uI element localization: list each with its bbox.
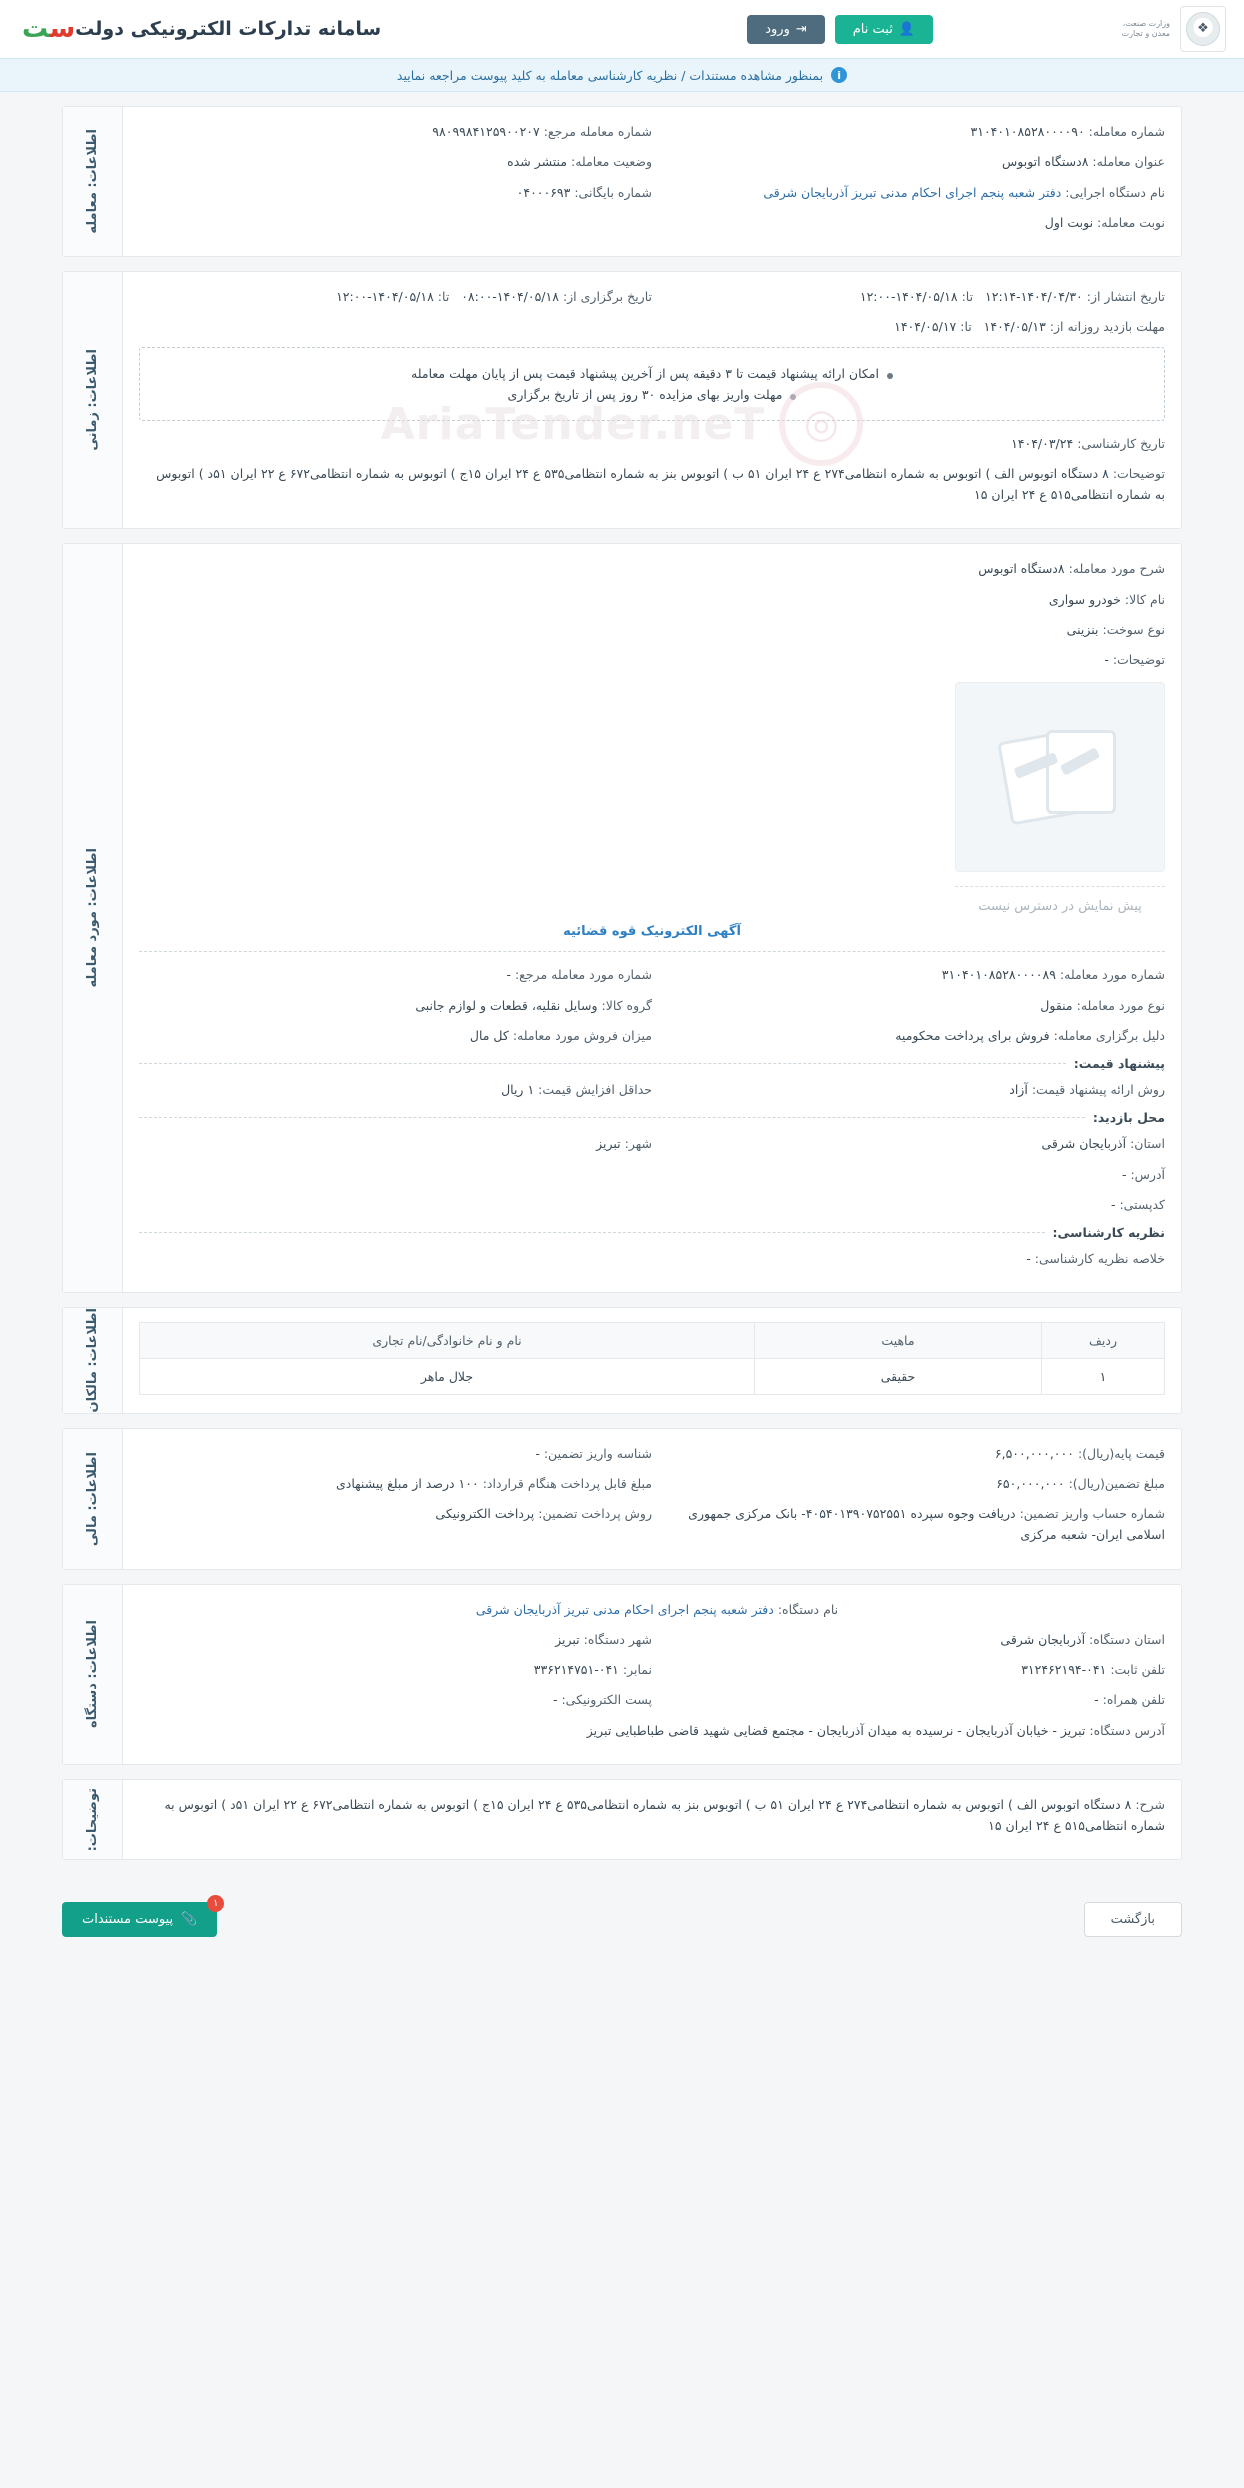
deal-executor bbox=[652, 182, 1165, 203]
time-note-1 bbox=[154, 366, 1150, 381]
fin-row-1 bbox=[139, 1443, 1165, 1464]
agency-address bbox=[139, 1720, 1165, 1741]
subject-row-5 bbox=[139, 964, 1165, 985]
info-icon: i bbox=[831, 67, 847, 83]
deal-number bbox=[652, 121, 1165, 142]
section-agency-label bbox=[63, 1585, 123, 1764]
owners-col-nature: ماهیت bbox=[755, 1323, 1042, 1359]
agency-province-value: آذربایجان شرقی bbox=[1000, 1631, 1086, 1647]
deal-row-2 bbox=[139, 151, 1165, 172]
owners-table bbox=[139, 1322, 1165, 1395]
subject-reason-value: فروش برای پرداخت محکومیه bbox=[895, 1027, 1050, 1043]
subject-row-12 bbox=[139, 1248, 1165, 1269]
deal-row-1 bbox=[139, 121, 1165, 142]
subject-ref-number-label: شماره مورد معامله مرجع: bbox=[514, 967, 652, 983]
section-owners-label-text: اطلاعات: مالکان bbox=[85, 1308, 100, 1413]
time-note-1-text: امکان ارائه پیشنهاد قیمت تا ۳ دقیقه پس از آخرین پیشنهاد قیمت پس از پایان مهلت معامله bbox=[411, 365, 879, 381]
expert-date bbox=[139, 433, 1165, 454]
subject-row-10 bbox=[139, 1164, 1165, 1185]
agency-fax bbox=[139, 1659, 652, 1680]
section-owners-label bbox=[63, 1308, 123, 1412]
expert-date-value: ۱۴۰۴/۰۳/۲۴ bbox=[1011, 435, 1074, 451]
expert-summary-label: خلاصه نظریه کارشناسی: bbox=[1034, 1251, 1165, 1266]
agency-mobile-label: تلفن همراه: bbox=[1102, 1692, 1165, 1708]
attachments-label: پیوست مستندات bbox=[82, 1912, 174, 1928]
time-note-2-text: مهلت واریز بهای مزایده ۳۰ روز پس از تاریخ برگزاری bbox=[507, 386, 783, 402]
site-title: سامانه تدارکات الکترونیکی دولت bbox=[75, 18, 382, 40]
min-increase-label: حداقل افزایش قیمت: bbox=[538, 1082, 652, 1097]
setad-logo-icon: ست bbox=[22, 14, 76, 44]
deal-bank-number-value: ۰۴۰۰۰۶۹۳ bbox=[516, 184, 571, 200]
section-notes-label-text: توضیحات: bbox=[85, 1788, 100, 1852]
visit-address-value: - bbox=[1121, 1166, 1127, 1182]
offer-method-label: روش ارائه پیشنهاد قیمت: bbox=[1031, 1082, 1165, 1097]
preview-placeholder bbox=[955, 682, 1165, 914]
payable-on-contract bbox=[139, 1473, 652, 1494]
subject-row-11 bbox=[139, 1194, 1165, 1215]
base-price-label: قیمت پایه(ریال): bbox=[1077, 1445, 1165, 1461]
section-agency-body bbox=[123, 1585, 1181, 1764]
publish-range bbox=[652, 286, 1165, 307]
subject-row-4 bbox=[139, 649, 1165, 670]
paperclip-icon: 📎 bbox=[181, 1912, 198, 1928]
section-time-info bbox=[62, 271, 1182, 529]
deal-bank-number bbox=[139, 182, 652, 203]
owner-name: جلال ماهر bbox=[140, 1359, 755, 1395]
guarantee-account bbox=[652, 1503, 1165, 1546]
payment-method bbox=[139, 1503, 652, 1546]
subject-sale-ratio-label: میزان فروش مورد معامله: bbox=[512, 1027, 652, 1043]
payable-value: ۱۰۰ درصد از مبلغ پیشنهادی bbox=[336, 1475, 479, 1491]
agency-city bbox=[139, 1629, 652, 1650]
visit-title bbox=[139, 1110, 1165, 1125]
subject-desc-label: شرح مورد معامله: bbox=[1068, 561, 1165, 577]
subject-fuel-label: نوع سوخت: bbox=[1102, 621, 1165, 637]
publish-to-value: ۱۴۰۴/۰۵/۱۸-۱۲:۰۰ bbox=[859, 289, 958, 304]
price-offer-rule bbox=[139, 1063, 1066, 1064]
deal-title-value: ۸دستگاه اتوبوس bbox=[1002, 154, 1089, 170]
section-owners-info bbox=[62, 1307, 1182, 1413]
visit-province-label: استان: bbox=[1130, 1136, 1165, 1152]
attachments-count-badge: ۱ bbox=[207, 1895, 224, 1912]
hold-from-label: تاریخ برگزاری از: bbox=[562, 289, 652, 304]
publish-to-label: تا: bbox=[961, 289, 974, 304]
subject-type-label: نوع مورد معامله: bbox=[1076, 997, 1165, 1013]
base-price bbox=[652, 1443, 1165, 1464]
guarantee-id-label: شناسه واریز تضمین: bbox=[543, 1445, 652, 1461]
visit-deadline-label: مهلت بازدید روزانه از: bbox=[1049, 319, 1165, 335]
offer-method bbox=[652, 1079, 1165, 1100]
notes-desc-label: شرح: bbox=[1135, 1796, 1165, 1812]
login-button[interactable] bbox=[747, 15, 825, 44]
subject-goods-name-label: نام کالا: bbox=[1124, 591, 1165, 607]
subject-goods-group-value: وسایل نقلیه، قطعات و لوازم جانبی bbox=[415, 997, 598, 1013]
deal-ref-number-label: شماره معامله مرجع: bbox=[543, 124, 652, 139]
subject-row-8 bbox=[139, 1079, 1165, 1100]
subject-type bbox=[652, 995, 1165, 1016]
agency-mobile-value: - bbox=[1094, 1692, 1099, 1708]
deal-status-value: منتشر شده bbox=[507, 154, 568, 170]
hold-from-value: ۱۴۰۴/۰۵/۱۸-۰۸:۰۰ bbox=[461, 289, 559, 304]
guarantee-account-label: شماره حساب واریز تضمین: bbox=[1019, 1506, 1165, 1522]
visit-rule bbox=[139, 1117, 1085, 1118]
min-increase-value: ۱ ریال bbox=[501, 1082, 535, 1097]
subject-reason bbox=[652, 1025, 1165, 1046]
section-financial-info bbox=[62, 1428, 1182, 1570]
subject-row-2 bbox=[139, 589, 1165, 610]
section-deal-label bbox=[63, 107, 123, 256]
guarantee-amount bbox=[652, 1473, 1165, 1494]
notes-desc bbox=[139, 1794, 1165, 1837]
section-notes-body bbox=[123, 1780, 1181, 1860]
subject-notes bbox=[139, 649, 1165, 670]
notes-row-1 bbox=[139, 1794, 1165, 1837]
notes-desc-value: ۸ دستگاه اتوبوس الف ) اتوبوس به شماره انتظامی۲۷۴ ع ۲۴ ایران ۵۱ ب ) اتوبوس بنز به شماره انتظامی۵۳۵ ع ۲۴ ایران ۱۵ج ) اتوبوس به شماره انتظامی۶۷۲ ع ۲۲ ایران ۵۱د ) اتوبوس به شماره انتظامی۵۱۵ ع ۲۴ ایران ۱۵ bbox=[164, 1796, 1165, 1834]
subject-fuel bbox=[139, 619, 1165, 640]
register-button[interactable] bbox=[835, 15, 933, 44]
guarantee-id bbox=[139, 1443, 652, 1464]
deal-turn-label: نوبت معامله: bbox=[1097, 214, 1165, 230]
expert-title bbox=[139, 1225, 1165, 1240]
visit-deadline-to: ۱۴۰۴/۰۵/۱۷ bbox=[894, 319, 957, 335]
subject-row-3 bbox=[139, 619, 1165, 640]
deal-turn-value: نوبت اول bbox=[1044, 214, 1094, 230]
section-subject-body bbox=[123, 544, 1181, 1292]
deal-title bbox=[652, 151, 1165, 172]
section-deal-label-text: اطلاعات: معامله bbox=[85, 129, 100, 234]
offer-method-value: آزاد bbox=[1009, 1082, 1028, 1097]
section-time-label-text: اطلاعات: زمانی bbox=[85, 349, 100, 451]
subject-number-value: ۳۱۰۴۰۱۰۸۵۲۸۰۰۰۰۸۹ bbox=[941, 967, 1056, 983]
watermark-text: AriaTender.neT bbox=[380, 398, 766, 450]
watermark-logo-icon: ◎ bbox=[779, 382, 863, 466]
agency-email bbox=[139, 1689, 652, 1710]
agency-email-label: پست الکترونیکی: bbox=[561, 1692, 652, 1708]
agency-row-3 bbox=[139, 1689, 1165, 1710]
subject-type-value: منقول bbox=[1040, 997, 1073, 1013]
deal-number-value: ۳۱۰۴۰۱۰۸۵۲۸۰۰۰۰۹۰ bbox=[970, 124, 1085, 139]
bullet-icon bbox=[887, 373, 893, 379]
deal-ref-number bbox=[139, 121, 652, 142]
deal-turn bbox=[652, 212, 1165, 233]
visit-deadline-to-label: تا: bbox=[960, 319, 972, 335]
time-row2-spacer bbox=[139, 316, 652, 337]
top-bar bbox=[0, 0, 1244, 58]
deal-row4-spacer bbox=[139, 212, 652, 233]
subject-desc bbox=[139, 558, 1165, 579]
expert-summary-value: - bbox=[1026, 1251, 1031, 1266]
agency-name-label: نام دستگاه: bbox=[777, 1601, 839, 1617]
emblem-icon bbox=[1180, 6, 1226, 52]
section-deal-info bbox=[62, 106, 1182, 257]
agency-phone-label: تلفن ثابت: bbox=[1110, 1662, 1165, 1678]
owners-table-body bbox=[140, 1359, 1165, 1395]
fin-row-2 bbox=[139, 1473, 1165, 1494]
agency-row-0 bbox=[139, 1599, 1165, 1620]
owners-table-head bbox=[140, 1323, 1165, 1359]
agency-mobile bbox=[652, 1689, 1165, 1710]
section-subject-label bbox=[63, 544, 123, 1292]
notice-text: بمنظور مشاهده مستندات / نظریه کارشناسی معامله به کلید پیوست مراجعه نمایید bbox=[396, 67, 824, 83]
agency-row-1 bbox=[139, 1629, 1165, 1650]
login-arrow-icon: ⇥ bbox=[795, 21, 807, 37]
guarantee-amount-label: مبلغ تضمین(ریال): bbox=[1068, 1475, 1165, 1491]
deal-number-label: شماره معامله: bbox=[1088, 124, 1165, 139]
payment-method-value: پرداخت الکترونیکی bbox=[435, 1506, 535, 1522]
deal-status bbox=[139, 151, 652, 172]
subject-goods-name bbox=[139, 589, 1165, 610]
base-price-value: ۶,۵۰۰,۰۰۰,۰۰۰ bbox=[994, 1445, 1074, 1461]
section-financial-label-text: اطلاعات: مالی bbox=[85, 1451, 100, 1546]
agency-address-label: آدرس دستگاه: bbox=[1089, 1722, 1165, 1738]
agency-phone bbox=[652, 1659, 1165, 1680]
subject-goods-group-label: گروه کالا: bbox=[601, 997, 652, 1013]
subject-ref-number bbox=[139, 964, 652, 985]
deal-title-label: عنوان معامله: bbox=[1092, 154, 1165, 170]
subject-goods-group bbox=[139, 995, 652, 1016]
agency-city-value: تبریز bbox=[555, 1631, 580, 1647]
time-row-2 bbox=[139, 316, 1165, 337]
visit-title-text: محل بازدید: bbox=[1092, 1110, 1165, 1126]
fin-row-3 bbox=[139, 1503, 1165, 1546]
subject-sale-ratio bbox=[139, 1025, 652, 1046]
price-offer-title-text: پیشنهاد قیمت: bbox=[1073, 1056, 1165, 1071]
deal-executor-value: دفتر شعبه پنجم اجرای احکام مدنی تبریز آذربایجان شرقی bbox=[763, 184, 1062, 200]
time-row-3 bbox=[139, 433, 1165, 454]
deal-status-label: وضعیت معامله: bbox=[571, 154, 652, 170]
crest-icon: ❖ bbox=[1186, 12, 1220, 46]
min-increase bbox=[139, 1079, 652, 1100]
time-desc-value: ۸ دستگاه اتوبوس الف ) اتوبوس به شماره انتظامی۲۷۴ ع ۲۴ ایران ۵۱ ب ) اتوبوس بنز به شماره انتظامی۵۳۵ ع ۲۴ ایران ۱۵ج ) اتوبوس به شماره انتظامی۶۷۲ ع ۲۲ ایران ۵۱د ) اتوبوس به شماره انتظامی۵۱۵ ع ۲۴ ایران ۱۵ bbox=[156, 465, 1165, 502]
subject-notes-label: توضیحات: bbox=[1112, 652, 1165, 667]
emblem-caption: وزارت صنعت، معدن و تجارت bbox=[1121, 19, 1170, 38]
owners-col-index: ردیف bbox=[1042, 1323, 1165, 1359]
subject-goods-name-value: خودرو سواری bbox=[1048, 591, 1121, 607]
payment-method-label: روش پرداخت تضمین: bbox=[538, 1506, 652, 1522]
hold-range bbox=[139, 286, 652, 307]
agency-name-value: دفتر شعبه پنجم اجرای احکام مدنی تبریز آذربایجان شرقی bbox=[475, 1601, 774, 1617]
ministry-emblem bbox=[1116, 6, 1226, 52]
owners-col-name: نام و نام خانوادگی/نام تجاری bbox=[140, 1323, 755, 1359]
owners-header-row bbox=[140, 1323, 1165, 1359]
gavel-icon bbox=[1000, 722, 1120, 832]
visit-city bbox=[139, 1133, 652, 1154]
section-agency-info bbox=[62, 1584, 1182, 1765]
login-label: ورود bbox=[765, 21, 790, 37]
back-button[interactable] bbox=[1084, 1902, 1182, 1937]
owner-nature: حقیقی bbox=[755, 1359, 1042, 1395]
expert-date-label: تاریخ کارشناسی: bbox=[1077, 435, 1165, 451]
visit-province-value: آذربایجان شرقی bbox=[1041, 1136, 1127, 1152]
deal-row-3 bbox=[139, 182, 1165, 203]
time-row-1 bbox=[139, 286, 1165, 307]
price-offer-title bbox=[139, 1056, 1165, 1071]
agency-name bbox=[139, 1599, 1165, 1620]
visit-address bbox=[139, 1164, 1165, 1185]
subject-notes-value: - bbox=[1104, 652, 1109, 667]
subject-number-label: شماره مورد معامله: bbox=[1059, 967, 1165, 983]
guarantee-id-value: - bbox=[535, 1445, 540, 1461]
visit-postal bbox=[139, 1194, 1165, 1215]
time-row-4 bbox=[139, 463, 1165, 506]
deal-row-4 bbox=[139, 212, 1165, 233]
expert-title-text: نظریه کارشناسی: bbox=[1052, 1225, 1165, 1240]
subject-sale-ratio-value: کل مال bbox=[469, 1027, 509, 1043]
hold-to-value: ۱۴۰۴/۰۵/۱۸-۱۲:۰۰ bbox=[336, 289, 434, 304]
agency-email-value: - bbox=[552, 1692, 558, 1708]
time-desc-label: توضیحات: bbox=[1112, 465, 1165, 481]
deal-executor-label: نام دستگاه اجرایی: bbox=[1065, 184, 1165, 200]
visit-province bbox=[652, 1133, 1165, 1154]
agency-address-value: تبریز - خیابان آذربایجان - نرسیده به میدان آذربایجان - مجتمع قضایی شهید قاضی طباطبایی تبریز bbox=[586, 1722, 1086, 1738]
time-notes-box bbox=[139, 347, 1165, 421]
notice-bar bbox=[0, 58, 1244, 92]
visit-city-label: شهر: bbox=[624, 1136, 652, 1152]
visit-deadline bbox=[652, 316, 1165, 337]
agency-province bbox=[652, 1629, 1165, 1650]
visit-deadline-from: ۱۴۰۴/۰۵/۱۳ bbox=[983, 319, 1046, 335]
time-note-2 bbox=[154, 387, 1150, 402]
agency-fax-value: ۰۴۱-۳۳۶۲۱۴۷۵۱ bbox=[533, 1662, 619, 1678]
setad-logo[interactable] bbox=[22, 14, 75, 44]
section-time-body bbox=[123, 272, 1181, 528]
subject-fuel-value: بنزینی bbox=[1066, 621, 1099, 637]
subject-row-9 bbox=[139, 1133, 1165, 1154]
bottom-action-bar bbox=[0, 1892, 1244, 1963]
deal-bank-number-label: شماره بایگانی: bbox=[574, 184, 652, 200]
section-time-label bbox=[63, 272, 123, 528]
subject-desc-value: ۸دستگاه اتوبوس bbox=[978, 561, 1065, 577]
subject-number bbox=[652, 964, 1165, 985]
time-desc bbox=[139, 463, 1165, 506]
section-agency-label-text: اطلاعات: دستگاه bbox=[85, 1620, 100, 1729]
section-notes bbox=[62, 1779, 1182, 1861]
back-label: بازگشت bbox=[1110, 1912, 1155, 1928]
subject-reason-label: دلیل برگزاری معامله: bbox=[1053, 1027, 1165, 1043]
attachments-button[interactable] bbox=[62, 1898, 219, 1937]
agency-fax-label: نمابر: bbox=[622, 1662, 652, 1678]
agency-province-label: استان دستگاه: bbox=[1089, 1631, 1165, 1647]
agency-row-2 bbox=[139, 1659, 1165, 1680]
visit-postal-value: - bbox=[1110, 1196, 1116, 1212]
preview-caption: پیش نمایش در دسترس نیست bbox=[955, 886, 1165, 914]
owner-index: ۱ bbox=[1042, 1359, 1165, 1395]
guarantee-amount-value: ۶۵۰,۰۰۰,۰۰۰ bbox=[996, 1475, 1065, 1491]
visit-postal-label: کدپستی: bbox=[1119, 1196, 1165, 1212]
deal-ref-number-value: ۹۸۰۹۹۸۴۱۲۵۹۰۰۲۰۷ bbox=[432, 124, 540, 139]
subject-row-6 bbox=[139, 995, 1165, 1016]
section-subject-label-text: اطلاعات: مورد معامله bbox=[85, 848, 100, 988]
section-financial-label bbox=[63, 1429, 123, 1569]
visit-address-label: آدرس: bbox=[1130, 1166, 1165, 1182]
user-plus-icon: 👤 bbox=[898, 21, 916, 37]
auth-buttons bbox=[747, 15, 933, 44]
visit-city-value: تبریز bbox=[596, 1136, 621, 1152]
section-deal-body bbox=[123, 107, 1181, 256]
bullet-icon bbox=[790, 394, 796, 400]
gavel-card-b bbox=[1046, 730, 1116, 814]
judicial-title: آگهی الکترونیک قوه قضائیه bbox=[563, 924, 741, 940]
agency-phone-value: ۰۴۱-۳۱۲۴۶۲۱۹۴ bbox=[1021, 1662, 1107, 1678]
subject-ref-number-value: - bbox=[506, 967, 511, 983]
section-financial-body bbox=[123, 1429, 1181, 1569]
section-owners-body bbox=[123, 1308, 1181, 1412]
agency-city-label: شهر دستگاه: bbox=[583, 1631, 652, 1647]
hold-to-label: تا: bbox=[437, 289, 450, 304]
guarantee-account-value: دریافت وجوه سپرده ۴۰۵۴۰۱۳۹۰۷۵۲۵۵۱- بانک مرکزی جمهوری اسلامی ایران- شعبه مرکزی bbox=[688, 1506, 1165, 1543]
preview-image-box bbox=[955, 682, 1165, 872]
subject-row-7 bbox=[139, 1025, 1165, 1046]
payable-label: مبلغ قابل پرداخت هنگام قرارداد: bbox=[482, 1475, 652, 1491]
register-label: ثبت نام bbox=[852, 21, 893, 37]
expert-summary bbox=[139, 1248, 1165, 1269]
section-subject-info bbox=[62, 543, 1182, 1293]
content-area bbox=[0, 92, 1244, 1892]
section-notes-label bbox=[63, 1780, 123, 1860]
subject-row-1 bbox=[139, 558, 1165, 579]
agency-row-4 bbox=[139, 1720, 1165, 1741]
expert-rule bbox=[139, 1232, 1045, 1233]
divider-1 bbox=[139, 951, 1165, 952]
table-row bbox=[140, 1359, 1165, 1395]
publish-from-label: تاریخ انتشار از: bbox=[1086, 289, 1165, 304]
publish-from-value: ۱۴۰۴/۰۴/۳۰-۱۲:۱۴ bbox=[985, 289, 1083, 304]
